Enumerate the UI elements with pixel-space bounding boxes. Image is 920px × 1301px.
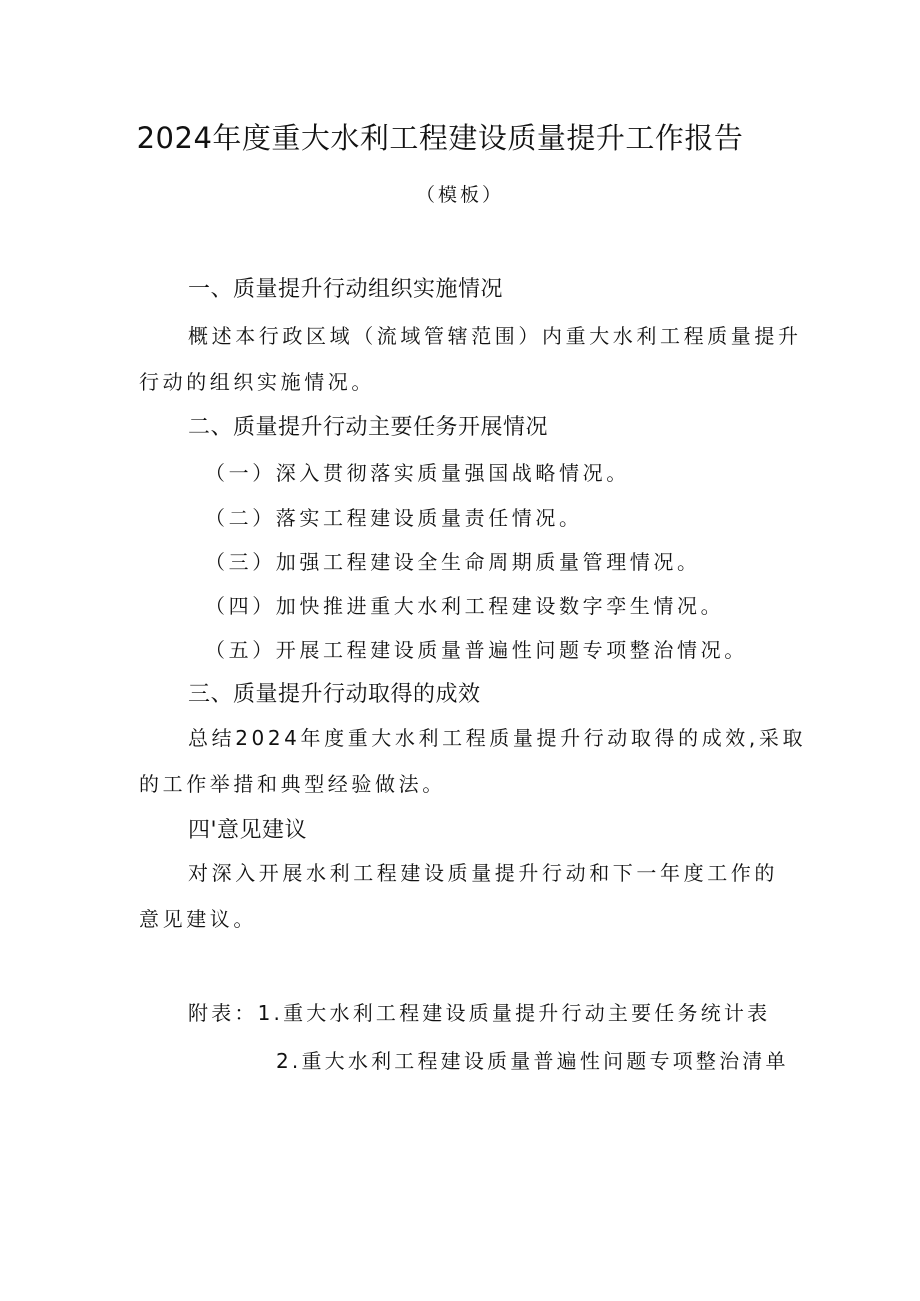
list-item: （五）开展工程建设质量普遍性问题专项整治情况。 <box>205 638 748 662</box>
section-4-paragraph-line-1: 对深入开展水利工程建设质量提升行动和下一年度工作的 <box>188 861 778 885</box>
document-title: 2024年度重大水利工程建设质量提升工作报告 <box>136 121 744 155</box>
document-subtitle: （模板） <box>415 184 504 206</box>
section-3-paragraph-line-1: 总结2024年度重大水利工程质量提升行动取得的成效,采取 <box>188 726 807 750</box>
attachments-line-1 <box>188 997 770 1026</box>
attachment-item-2: 2.重大水利工程建设质量普遍性问题专项整治清单 <box>276 1049 789 1073</box>
section-heading-4: 四'意见建议 <box>188 818 308 843</box>
attachment-item-1: 1.重大水利工程建设质量提升行动主要任务统计表 <box>257 1001 771 1025</box>
list-item: （四）加快推进重大水利工程建设数字孪生情况。 <box>205 594 725 618</box>
list-item: （二）落实工程建设质量责任情况。 <box>205 506 583 530</box>
section-heading-3: 三、质量提升行动取得的成效 <box>188 682 481 707</box>
section-heading-2: 二、质量提升行动主要任务开展情况 <box>188 415 549 440</box>
list-item: （一）深入贯彻落实质量强国战略情况。 <box>205 461 630 485</box>
section-4-paragraph-line-2: 意见建议。 <box>139 907 257 931</box>
section-1-paragraph-line-2: 行动的组织实施情况。 <box>139 370 375 394</box>
attachments-line-2 <box>276 1045 789 1074</box>
list-item: （三）加强工程建设全生命周期质量管理情况。 <box>205 550 701 574</box>
section-3-paragraph-line-2: 的工作举措和典型经验做法。 <box>139 772 446 796</box>
attachments-label: 附表： <box>188 1001 258 1025</box>
section-heading-1: 一、质量提升行动组织实施情况 <box>188 277 504 302</box>
section-1-paragraph-line-1: 概述本行政区域（流域管辖范围）内重大水利工程质量提升 <box>188 324 802 348</box>
